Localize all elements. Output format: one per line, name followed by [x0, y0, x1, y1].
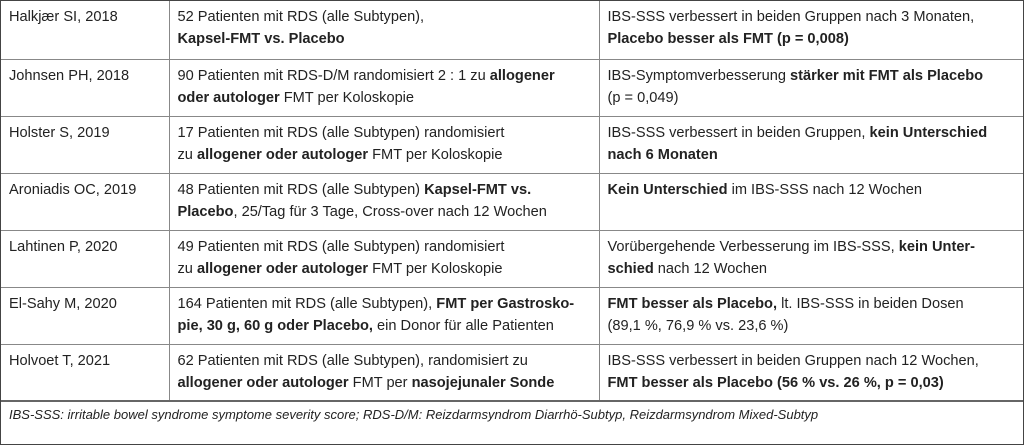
author-cell: Holster S, 2019	[1, 116, 169, 173]
bold-text-segment: allogener oder autologer	[196, 146, 369, 163]
bold-text-segment: Kapsel-FMT vs. Placebo	[177, 31, 345, 47]
text-segment: im IBS-SSS nach 12 Wochen	[727, 181, 922, 198]
text-segment: 62 Patienten mit RDS (alle Subtypen), randomisiert zu	[177, 352, 528, 369]
bold-text-segment: kein Unterschied	[869, 124, 988, 141]
bold-text-segment: schied	[607, 260, 654, 277]
text-segment: (89,1 %, 76,9 % vs. 23,6 %)	[607, 317, 789, 334]
text-segment: (p = 0,049)	[607, 89, 679, 106]
bold-text-segment: allogener	[489, 67, 555, 84]
bold-text-segment: allogener oder autologer	[196, 260, 369, 277]
design-cell	[169, 287, 599, 344]
design-cell	[169, 59, 599, 116]
text-segment: zu	[177, 146, 197, 163]
studies-table	[1, 1, 1023, 402]
author-cell: Halkjær SI, 2018	[1, 1, 169, 59]
bold-text-segment: oder autologer	[177, 89, 280, 106]
text-segment: 17 Patienten mit RDS (alle Subtypen) randomisiert	[177, 124, 505, 141]
result-cell	[599, 116, 1023, 173]
table-row	[1, 230, 1023, 287]
table-row	[1, 344, 1023, 401]
bold-text-segment: Placebo	[177, 203, 234, 220]
table-row	[1, 173, 1023, 230]
bold-text-segment: kein Unter-	[898, 238, 975, 255]
text-segment: 52 Patienten mit RDS (alle Subtypen),	[177, 9, 425, 25]
design-cell	[169, 1, 599, 59]
author-cell: Johnsen PH, 2018	[1, 59, 169, 116]
result-cell	[599, 287, 1023, 344]
result-cell	[599, 59, 1023, 116]
text-segment: IBS-SSS verbessert in beiden Gruppen,	[607, 124, 870, 141]
text-segment: 164 Patienten mit RDS (alle Subtypen),	[177, 295, 437, 312]
text-segment: Vorübergehende Verbesserung im IBS-SSS,	[607, 238, 899, 255]
design-cell	[169, 344, 599, 401]
bold-text-segment: FMT besser als Placebo (56 % vs. 26 %, p = 0,03)	[607, 374, 944, 391]
design-cell	[169, 230, 599, 287]
author-cell: Aroniadis OC, 2019	[1, 173, 169, 230]
table-row	[1, 287, 1023, 344]
text-segment: nach 12 Wochen	[653, 260, 768, 277]
text-segment: 90 Patienten mit RDS-D/M randomisiert 2 : 1 zu	[177, 67, 490, 84]
bold-text-segment: Kapsel-FMT vs.	[424, 181, 532, 198]
text-segment: FMT per Koloskopie	[279, 89, 415, 106]
author-cell: Lahtinen P, 2020	[1, 230, 169, 287]
bold-text-segment: Kein Unterschied	[607, 181, 728, 198]
design-cell	[169, 173, 599, 230]
text-segment: IBS-SSS verbessert in beiden Gruppen nach 12 Wochen,	[607, 352, 979, 369]
text-segment: 49 Patienten mit RDS (alle Subtypen) randomisiert	[177, 238, 505, 255]
studies-table-body	[1, 1, 1023, 401]
result-cell	[599, 344, 1023, 401]
bold-text-segment: allogener oder autologer	[177, 374, 349, 391]
table-footnote: IBS-SSS: irritable bowel syndrome symptome severity score; RDS-D/M: Reizdarmsyndrom Diarrhö-Subtyp, Reizdarmsyndrom Mixed-Subtyp	[9, 407, 819, 422]
text-segment: IBS-Symptomverbesserung	[607, 67, 790, 84]
bold-text-segment: FMT besser als Placebo,	[607, 295, 778, 312]
text-segment: IBS-SSS verbessert in beiden Gruppen nach 3 Monaten,	[607, 9, 975, 25]
bold-text-segment: nasojejunaler Sonde	[411, 374, 555, 391]
bold-text-segment: nach 6 Monaten	[607, 146, 718, 163]
text-segment: , 25/Tag für 3 Tage, Cross-over nach 12 Wochen	[233, 203, 547, 220]
text-segment: lt. IBS-SSS in beiden Dosen	[777, 295, 964, 312]
text-segment: 48 Patienten mit RDS (alle Subtypen)	[177, 181, 425, 198]
bold-text-segment: stärker mit FMT als Placebo	[790, 67, 984, 84]
text-segment: FMT per	[348, 374, 412, 391]
text-segment: zu	[177, 260, 197, 277]
text-segment: FMT per Koloskopie	[368, 260, 503, 277]
text-segment: FMT per Koloskopie	[368, 146, 503, 163]
table-row	[1, 1, 1023, 59]
bold-text-segment: Placebo besser als FMT (p = 0,008)	[607, 31, 849, 47]
result-cell	[599, 230, 1023, 287]
design-cell	[169, 116, 599, 173]
bold-text-segment: FMT per Gastrosko-	[436, 295, 575, 312]
author-cell: Holvoet T, 2021	[1, 344, 169, 401]
text-segment: ein Donor für alle Patienten	[372, 317, 554, 334]
table-row	[1, 116, 1023, 173]
result-cell	[599, 173, 1023, 230]
table-row	[1, 59, 1023, 116]
result-cell	[599, 1, 1023, 59]
author-cell: El-Sahy M, 2020	[1, 287, 169, 344]
bold-text-segment: pie, 30 g, 60 g oder Placebo,	[177, 317, 373, 334]
